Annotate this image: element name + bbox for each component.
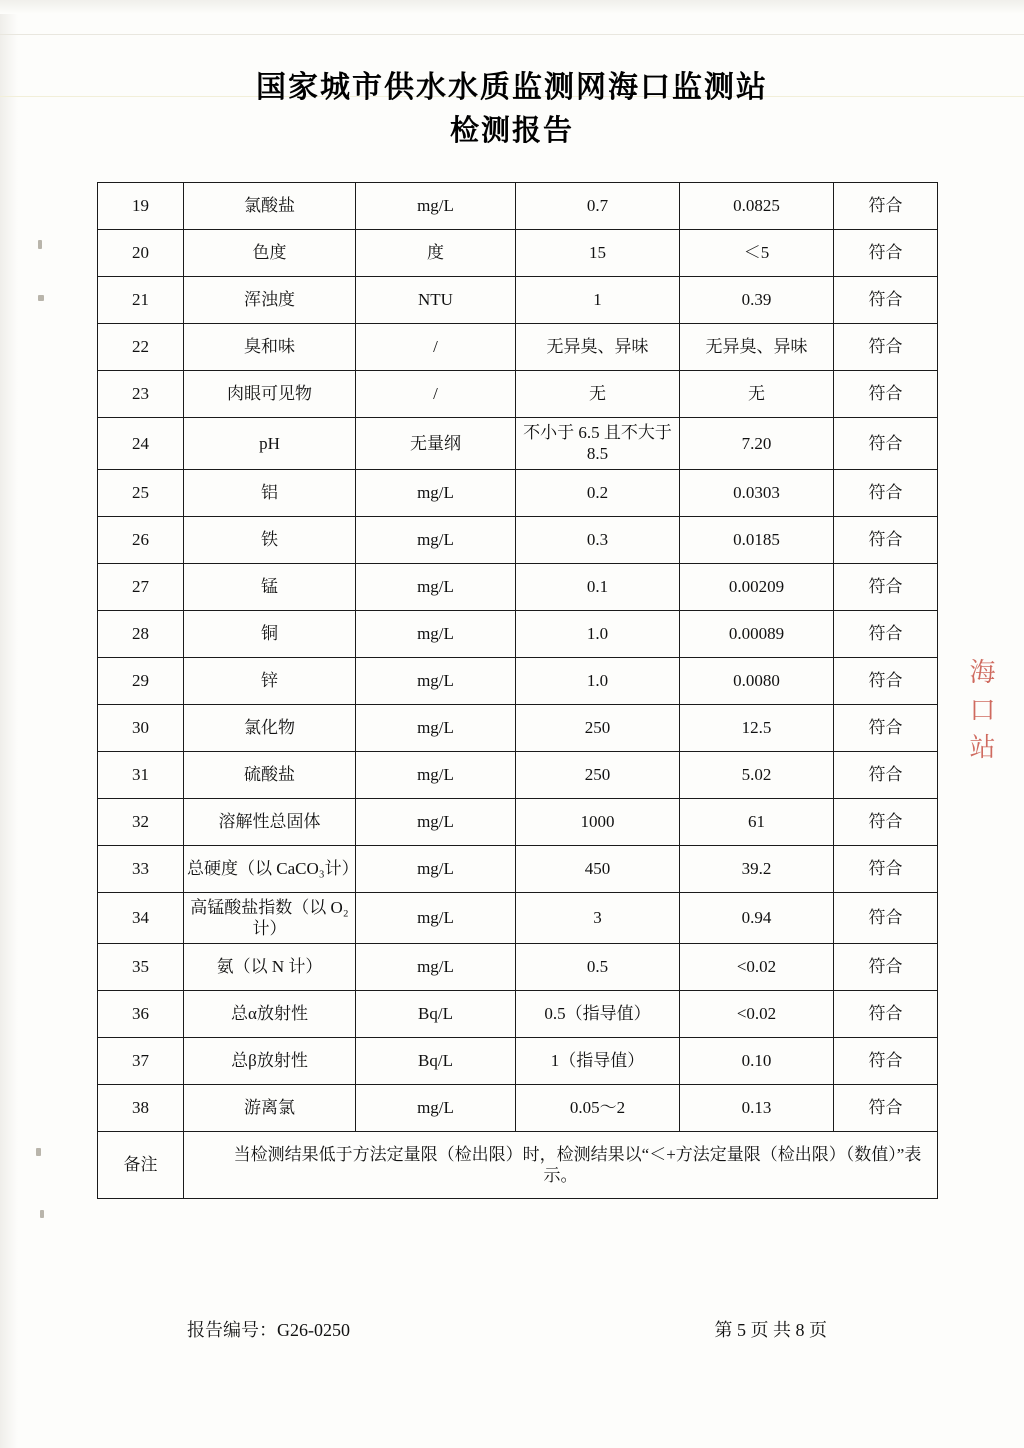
table-row [98, 944, 938, 991]
cell-unit: 无量纲 [356, 418, 516, 470]
cell-standard: 0.7 [516, 183, 680, 230]
cell-result: 39.2 [680, 845, 834, 892]
cell-result: 0.00209 [680, 563, 834, 610]
table-row [98, 657, 938, 704]
table-row [98, 563, 938, 610]
cell-result: 0.39 [680, 277, 834, 324]
cell-no: 33 [98, 845, 184, 892]
cell-result: 61 [680, 798, 834, 845]
cell-item: 总硬度（以 CaCO₃计） [184, 845, 356, 892]
cell-result: 0.0825 [680, 183, 834, 230]
cell-no: 29 [98, 657, 184, 704]
cell-item: 总β放射性 [184, 1038, 356, 1085]
scan-artifact-line [0, 34, 1024, 35]
cell-judgement: 符合 [834, 563, 938, 610]
note-label: 备注 [98, 1132, 184, 1199]
table-note-row [98, 1132, 938, 1199]
page-title: 国家城市供水水质监测网海口监测站 [256, 70, 768, 105]
cell-item: 铁 [184, 516, 356, 563]
cell-judgement: 符合 [834, 845, 938, 892]
cell-item: 硫酸盐 [184, 751, 356, 798]
cell-standard: 不小于 6.5 且不大于 8.5 [516, 418, 680, 470]
cell-unit: mg/L [356, 892, 516, 944]
table-row [98, 371, 938, 418]
cell-unit: Bq/L [356, 991, 516, 1038]
table-row [98, 1085, 938, 1132]
table-row [98, 751, 938, 798]
cell-result: 0.0185 [680, 516, 834, 563]
cell-judgement: 符合 [834, 1038, 938, 1085]
cell-unit: mg/L [356, 1085, 516, 1132]
cell-judgement: 符合 [834, 610, 938, 657]
cell-item: pH [184, 418, 356, 470]
cell-standard: 250 [516, 751, 680, 798]
cell-no: 38 [98, 1085, 184, 1132]
cell-result: 12.5 [680, 704, 834, 751]
cell-judgement: 符合 [834, 371, 938, 418]
cell-unit: mg/L [356, 751, 516, 798]
cell-no: 28 [98, 610, 184, 657]
cell-item: 氯酸盐 [184, 183, 356, 230]
cell-result: 0.94 [680, 892, 834, 944]
cell-no: 21 [98, 277, 184, 324]
cell-judgement: 符合 [834, 751, 938, 798]
cell-unit: mg/L [356, 657, 516, 704]
scan-speck [38, 240, 42, 249]
cell-no: 36 [98, 991, 184, 1038]
table-row [98, 704, 938, 751]
cell-standard: 3 [516, 892, 680, 944]
table-row [98, 418, 938, 470]
scan-edge-top [0, 0, 1024, 14]
cell-judgement: 符合 [834, 324, 938, 371]
table-row [98, 610, 938, 657]
page-subtitle: 检测报告 [449, 112, 574, 147]
cell-unit: mg/L [356, 610, 516, 657]
cell-standard: 450 [516, 845, 680, 892]
cell-item: 锌 [184, 657, 356, 704]
table-row [98, 277, 938, 324]
table-row [98, 798, 938, 845]
cell-standard: 0.3 [516, 516, 680, 563]
cell-standard: 无 [516, 371, 680, 418]
cell-result: 0.0080 [680, 657, 834, 704]
cell-item: 氨（以 N 计） [184, 944, 356, 991]
cell-standard: 1 [516, 277, 680, 324]
report-number: 报告编号：G26-0250 [187, 1320, 350, 1340]
cell-no: 25 [98, 469, 184, 516]
cell-result: 无 [680, 371, 834, 418]
cell-unit: mg/L [356, 469, 516, 516]
table-row [98, 991, 938, 1038]
cell-standard: 1.0 [516, 657, 680, 704]
results-table-body [98, 183, 938, 1199]
cell-judgement: 符合 [834, 1085, 938, 1132]
cell-item: 氯化物 [184, 704, 356, 751]
cell-judgement: 符合 [834, 516, 938, 563]
cell-standard: 250 [516, 704, 680, 751]
cell-judgement: 符合 [834, 991, 938, 1038]
cell-judgement: 符合 [834, 798, 938, 845]
cell-result: 0.00089 [680, 610, 834, 657]
note-text: 当检测结果低于方法定量限（检出限）时，检测结果以“＜+方法定量限（检出限）（数值）”表示。 [184, 1132, 938, 1199]
cell-judgement: 符合 [834, 183, 938, 230]
cell-unit: Bq/L [356, 1038, 516, 1085]
cell-unit: mg/L [356, 798, 516, 845]
cell-item: 游离氯 [184, 1085, 356, 1132]
cell-result: ＜5 [680, 230, 834, 277]
cell-no: 23 [98, 371, 184, 418]
cell-judgement: 符合 [834, 469, 938, 516]
cell-result: 0.0303 [680, 469, 834, 516]
cell-unit: 度 [356, 230, 516, 277]
cell-standard: 1000 [516, 798, 680, 845]
cell-standard: 1.0 [516, 610, 680, 657]
cell-standard: 15 [516, 230, 680, 277]
cell-unit: mg/L [356, 845, 516, 892]
table-row [98, 892, 938, 944]
cell-judgement: 符合 [834, 418, 938, 470]
cell-unit: mg/L [356, 704, 516, 751]
page-number: 第 5 页 共 8 页 [714, 1320, 827, 1340]
cell-judgement: 符合 [834, 277, 938, 324]
table-row [98, 469, 938, 516]
cell-item: 总α放射性 [184, 991, 356, 1038]
cell-result: 7.20 [680, 418, 834, 470]
cell-result: 0.13 [680, 1085, 834, 1132]
table-row [98, 230, 938, 277]
scan-speck [36, 1148, 41, 1156]
cell-judgement: 符合 [834, 704, 938, 751]
cell-result: 0.10 [680, 1038, 834, 1085]
red-seal-stamp [952, 655, 1014, 845]
document-title-block [0, 68, 1024, 150]
cell-item: 浑浊度 [184, 277, 356, 324]
seal-char-2: 口 [969, 695, 997, 726]
cell-unit: / [356, 324, 516, 371]
cell-unit: mg/L [356, 944, 516, 991]
page-footer [97, 1316, 937, 1342]
cell-standard: 0.5（指导值） [516, 991, 680, 1038]
cell-unit: NTU [356, 277, 516, 324]
cell-standard: 0.5 [516, 944, 680, 991]
cell-no: 37 [98, 1038, 184, 1085]
seal-char-3: 站 [969, 733, 997, 764]
cell-unit: mg/L [356, 563, 516, 610]
cell-result: 5.02 [680, 751, 834, 798]
cell-standard: 无异臭、异味 [516, 324, 680, 371]
cell-no: 27 [98, 563, 184, 610]
cell-no: 32 [98, 798, 184, 845]
cell-judgement: 符合 [834, 657, 938, 704]
cell-judgement: 符合 [834, 230, 938, 277]
cell-item: 臭和味 [184, 324, 356, 371]
cell-no: 24 [98, 418, 184, 470]
cell-item: 溶解性总固体 [184, 798, 356, 845]
cell-result: <0.02 [680, 944, 834, 991]
scan-speck [40, 1210, 44, 1218]
table-row [98, 516, 938, 563]
scan-edge-left [0, 0, 18, 1448]
cell-standard: 1（指导值） [516, 1038, 680, 1085]
scan-speck [38, 295, 44, 301]
cell-no: 22 [98, 324, 184, 371]
cell-item: 色度 [184, 230, 356, 277]
cell-judgement: 符合 [834, 944, 938, 991]
seal-char-1: 海 [969, 658, 997, 688]
cell-standard: 0.1 [516, 563, 680, 610]
table-row [98, 324, 938, 371]
cell-item: 锰 [184, 563, 356, 610]
cell-unit: / [356, 371, 516, 418]
cell-unit: mg/L [356, 183, 516, 230]
cell-no: 31 [98, 751, 184, 798]
cell-no: 26 [98, 516, 184, 563]
table-row [98, 845, 938, 892]
cell-no: 20 [98, 230, 184, 277]
cell-no: 19 [98, 183, 184, 230]
cell-item: 肉眼可见物 [184, 371, 356, 418]
cell-no: 35 [98, 944, 184, 991]
cell-standard: 0.2 [516, 469, 680, 516]
cell-judgement: 符合 [834, 892, 938, 944]
cell-unit: mg/L [356, 516, 516, 563]
cell-item: 铜 [184, 610, 356, 657]
cell-item: 铝 [184, 469, 356, 516]
cell-result: 无异臭、异味 [680, 324, 834, 371]
results-table [97, 182, 938, 1199]
cell-standard: 0.05～2 [516, 1085, 680, 1132]
cell-no: 30 [98, 704, 184, 751]
cell-item: 高锰酸盐指数（以 O₂计） [184, 892, 356, 944]
cell-no: 34 [98, 892, 184, 944]
table-row [98, 1038, 938, 1085]
table-row [98, 183, 938, 230]
cell-result: <0.02 [680, 991, 834, 1038]
